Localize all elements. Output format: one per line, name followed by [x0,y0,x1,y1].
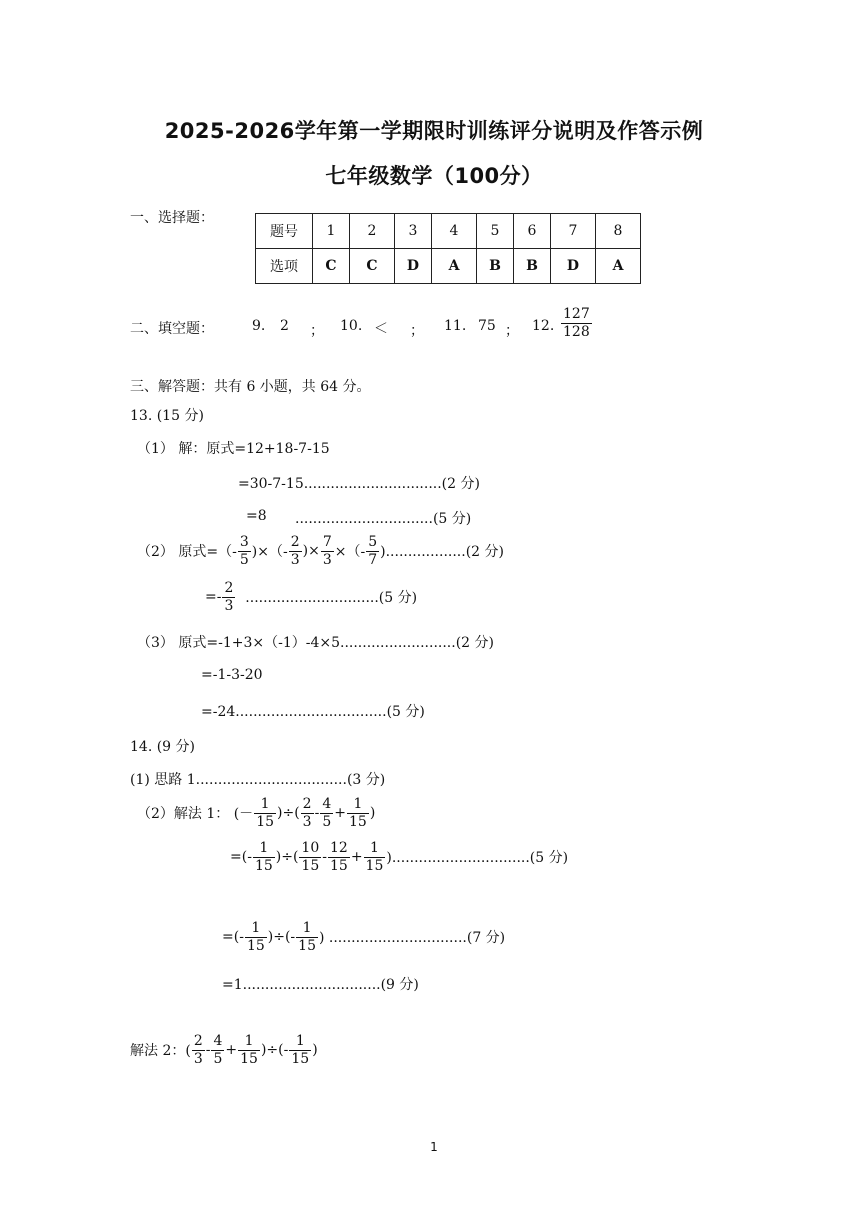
q14-method1-line1 [137,796,375,831]
fraction-denominator: 5 [322,813,332,830]
fraction-numerator: 3 [239,534,249,550]
expr-text: =(- [222,929,244,946]
separator: ； [505,323,519,339]
table-cell: B [514,249,551,284]
fraction-numerator: 1 [302,920,312,936]
table-cell: 6 [514,214,551,249]
q13-part2-line1 [137,534,504,569]
fraction-denominator: 15 [301,857,320,874]
fraction-numerator: 1 [260,796,270,812]
table-cell: 3 [395,214,432,249]
table-header-option: 选项 [256,249,313,284]
fraction-denominator: 5 [239,551,249,568]
expr-text: ×（- [334,544,366,561]
expr-text: ..............................(5 分) [245,590,418,607]
expr-text: - [314,805,320,822]
answer-table [255,213,641,284]
expr-text: )× [302,543,320,560]
q13-part1-line3-value: =8 [246,508,267,524]
table-cell: 5 [477,214,514,249]
fraction-denominator: 3 [302,813,312,830]
fraction-numerator: 2 [224,580,234,596]
fraction-numerator: 1 [251,920,261,936]
fraction-denominator: 15 [329,857,348,874]
expr-text: )...............................(5 分) [386,850,569,867]
fraction-numerator: 1 [370,840,379,856]
expr-text: ) [312,1042,318,1059]
fraction-denominator: 3 [193,1050,203,1067]
table-cell: A [432,249,477,284]
expr-text: )÷( [277,805,300,822]
document-subtitle: 七年级数学（100分） [325,164,543,188]
fraction-numerator: 127 [563,306,590,322]
table-cell: D [551,249,596,284]
table-row [256,249,641,284]
table-row [256,214,641,249]
fraction-numerator: 1 [259,840,269,856]
fraction-denominator: 128 [563,323,590,340]
fraction-numerator: 4 [213,1033,223,1049]
fraction-numerator: 2 [302,796,312,812]
table-cell: C [313,249,350,284]
q14-method1-line2 [230,840,568,875]
separator: ； [310,323,324,339]
section-solve-label: 三、解答题：共有 6 小题，共 64 分。 [130,379,371,395]
q13-part2-line2 [205,580,417,615]
fraction-numerator: 12 [329,840,348,856]
page-number: 1 [430,1140,438,1154]
q10-answer: ＜ [374,321,388,337]
fraction-numerator: 10 [301,840,320,856]
table-cell: C [350,249,395,284]
fraction-denominator: 15 [291,1050,310,1067]
q14-method1-line4: =1...............................(9 分) [222,977,419,993]
fraction-numerator: 5 [368,534,378,550]
fraction-denominator: 15 [240,1050,258,1067]
q14-title: 14. (9 分) [130,739,195,755]
fraction-numerator: 4 [322,796,332,812]
fraction-denominator: 3 [290,551,300,568]
table-cell: D [395,249,432,284]
q13-part3-line3: =-24..................................(5 分) [201,704,425,720]
q9-answer: 2 [280,318,289,334]
table-header-number: 题号 [256,214,313,249]
table-cell: 1 [313,214,350,249]
fraction-numerator: 2 [193,1033,203,1049]
expr-text: + [225,1042,238,1059]
document-title: 2025-2026学年第一学期限时训练评分说明及作答示例 [164,119,704,143]
expr-text: )÷(- [260,1042,289,1059]
q11-number: 11. [444,318,467,334]
expr-text: - [205,1042,211,1059]
fraction-denominator: 3 [224,597,234,614]
fraction-denominator: 7 [368,551,378,568]
fraction-numerator: 2 [290,534,300,550]
q13-title: 13. (15 分) [130,408,204,424]
table-cell: 8 [596,214,641,249]
q12-number: 12. [532,318,555,334]
fraction-denominator: 15 [298,937,316,954]
q14-part1: (1) 思路 1..................................(3 分) [130,772,386,788]
q11-answer: 75 [478,318,496,334]
fraction-denominator: 15 [348,813,367,830]
expr-text: + [334,805,346,822]
expr-text: 解法 2：( [130,1043,191,1060]
table-cell: 4 [432,214,477,249]
table-cell: A [596,249,641,284]
expr-text: )÷( [275,849,299,866]
expr-text: ) [369,805,376,822]
fraction-denominator: 15 [254,857,273,874]
expr-text: )×（- [251,544,288,561]
q13-part1-line2: =30-7-15...............................(2 分) [238,476,480,492]
q13-part3-line2: =-1-3-20 [201,667,263,683]
fraction-denominator: 3 [322,551,332,568]
table-cell: 2 [350,214,395,249]
table-cell: B [477,249,514,284]
expr-text: - [322,849,327,866]
expr-text: ) ...............................(7 分) [318,930,506,947]
fraction-numerator: 1 [353,796,363,812]
fraction-denominator: 5 [213,1050,223,1067]
expr-text: )÷(- [267,929,296,946]
section-choice-label: 一、选择题： [130,210,214,226]
fraction-numerator: 1 [295,1033,305,1049]
q14-method1-line3 [222,920,505,955]
expr-text: =(- [230,849,252,866]
fraction-numerator: 1 [244,1033,254,1049]
expr-text: （2）解法 1： (－ [137,806,254,823]
fraction-denominator: 15 [246,937,265,954]
fraction-numerator: 7 [322,534,332,550]
q10-number: 10. [340,318,363,334]
q13-part3-line1: （3） 原式=-1+3×（-1）-4×5..........................(2 分) [137,635,494,651]
q13-part1-line3-score: ...............................(5 分) [295,511,472,527]
q13-part1-line1: （1） 解：原式=12+18-7-15 [137,441,330,457]
table-cell: 7 [551,214,596,249]
section-fill-label: 二、填空题： [130,321,214,337]
q14-method2-line1 [130,1033,318,1068]
expr-text: )..................(2 分) [380,544,504,561]
fraction-denominator: 15 [256,813,275,830]
fraction-denominator: 15 [365,857,384,874]
q12-answer-fraction [560,306,593,341]
separator: ； [410,323,424,339]
q9-number: 9. [252,318,266,334]
expr-text: =- [205,589,222,606]
expr-text: + [350,849,363,866]
expr-text: （2） 原式=（- [137,544,237,561]
